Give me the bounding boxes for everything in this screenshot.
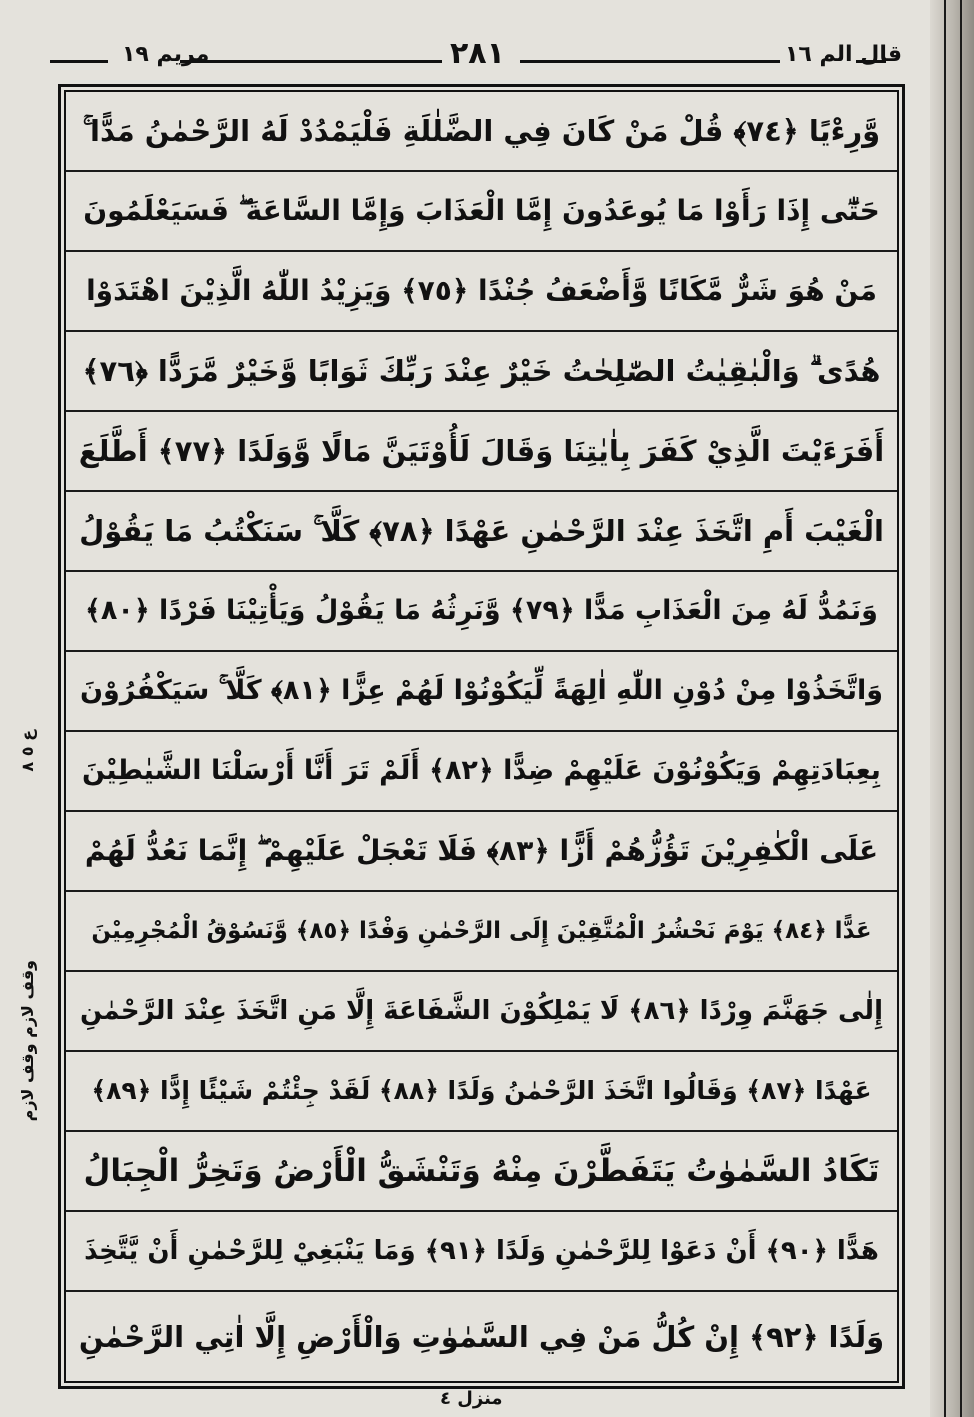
- verse-text: تَكَادُ السَّمٰوٰتُ يَتَفَطَّرْنَ مِنْهُ وَتَنْشَقُّ الْأَرْضُ وَتَخِرُّ الْجِبَالُ: [83, 1153, 880, 1189]
- verse-line: [66, 1132, 897, 1212]
- verse-line: [66, 92, 897, 172]
- verse-line: [66, 892, 897, 972]
- verse-line: [66, 172, 897, 252]
- verse-line: [66, 572, 897, 652]
- verse-text: مَنْ هُوَ شَرٌّ مَّكَانًا وَّأَضْعَفُ جُنْدًا ﴿٧٥﴾ وَيَزِيْدُ اللّٰهُ الَّذِيْنَ اهْتَدَوْا: [86, 274, 877, 307]
- verse-text: إِلٰى جَهَنَّمَ وِرْدًا ﴿٨٦﴾ لَا يَمْلِكُوْنَ الشَّفَاعَةَ إِلَّا مَنِ اتَّخَذَ عِنْدَ الرَّحْمٰنِ: [80, 996, 883, 1026]
- verse-lines: [66, 92, 897, 1381]
- verse-text: وَلَدًا ﴿٩٢﴾ إِنْ كُلُّ مَنْ فِي السَّمٰوٰتِ وَالْأَرْضِ إِلَّا اٰتِي الرَّحْمٰنِ: [78, 1319, 885, 1354]
- juz-name: قال الم ١٦: [785, 42, 902, 67]
- verse-text: بِعِبَادَتِهِمْ وَيَكُوْنُوْنَ عَلَيْهِمْ ضِدًّا ﴿٨٢﴾ أَلَمْ تَرَ أَنَّا أَرْسَلْنَا الشَّيٰطِيْنَ: [82, 755, 881, 786]
- verse-text: وَنَمُدُّ لَهُ مِنَ الْعَذَابِ مَدًّا ﴿٧٩﴾ وَّنَرِثُهُ مَا يَقُوْلُ وَيَأْتِيْنَا فَرْدًا ﴿٨٠﴾: [85, 595, 878, 626]
- verse-line: [66, 1292, 897, 1381]
- page-header: [50, 36, 910, 80]
- verse-line: [66, 1052, 897, 1132]
- verse-line: [66, 972, 897, 1052]
- verse-line: [66, 492, 897, 572]
- waqf-marker: وقف لازم وقف لازم: [18, 960, 37, 1122]
- verse-line: [66, 332, 897, 412]
- verse-line: [66, 732, 897, 812]
- verse-text: هُدًى ۗ وَالْبٰقِيٰتُ الصّٰلِحٰتُ خَيْرٌ عِنْدَ رَبِّكَ ثَوَابًا وَّخَيْرٌ مَّرَدًّا ﴿٧٦﴾: [82, 354, 881, 388]
- verse-line: [66, 252, 897, 332]
- verse-text: هَدًّا ﴿٩٠﴾ أَنْ دَعَوْا لِلرَّحْمٰنِ وَلَدًا ﴿٩١﴾ وَمَا يَنْبَغِيْ لِلرَّحْمٰنِ أَنْ يَّتَّخِذَ: [84, 1236, 879, 1266]
- verse-line: [66, 1212, 897, 1292]
- verse-line: [66, 412, 897, 492]
- ruku-marker: ع ٥ ٨: [18, 730, 37, 772]
- surah-name: مريم ١٩: [122, 42, 210, 67]
- book-gutter: [930, 0, 974, 1417]
- verse-text: الْغَيْبَ أَمِ اتَّخَذَ عِنْدَ الرَّحْمٰنِ عَهْدًا ﴿٧٨﴾ كَلَّا ۚ سَنَكْتُبُ مَا يَقُوْلُ: [79, 514, 884, 548]
- verse-line: [66, 652, 897, 732]
- verse-text: عَهْدًا ﴿٨٧﴾ وَقَالُوا اتَّخَذَ الرَّحْمٰنُ وَلَدًا ﴿٨٨﴾ لَقَدْ جِئْتُمْ شَيْئًا إِدًّا ﴿٨٩﴾: [91, 1076, 872, 1105]
- verse-text: وَّرِءْيًا ﴿٧٤﴾ قُلْ مَنْ كَانَ فِي الضَّلٰلَةِ فَلْيَمْدُدْ لَهُ الرَّحْمٰنُ مَدًّا ۚ: [82, 114, 881, 148]
- verse-text: وَاتَّخَذُوْا مِنْ دُوْنِ اللّٰهِ اٰلِهَةً لِّيَكُوْنُوْا لَهُمْ عِزًّا ﴿٨١﴾ كَلَّا ۚ سَيَكْفُرُوْنَ: [79, 675, 884, 706]
- verse-line: [66, 812, 897, 892]
- verse-text: عَدًّا ﴿٨٤﴾ يَوْمَ نَحْشُرُ الْمُتَّقِيْنَ إِلَى الرَّحْمٰنِ وَفْدًا ﴿٨٥﴾ وَّنَسُوْقُ الْمُجْرِمِيْنَ: [91, 918, 872, 944]
- page-number: ٢٨١: [450, 36, 505, 71]
- manzil-footer: منزل ٤: [440, 1388, 503, 1409]
- verse-text: عَلَى الْكٰفِرِيْنَ تَؤُزُّهُمْ أَزًّا ﴿٨٣﴾ فَلَا تَعْجَلْ عَلَيْهِمْ ۖ إِنَّمَا نَعُدُّ لَهُمْ: [84, 834, 879, 867]
- verse-text: أَفَرَءَيْتَ الَّذِيْ كَفَرَ بِاٰيٰتِنَا وَقَالَ لَأُوْتَيَنَّ مَالًا وَّوَلَدًا ﴿٧٧﴾ أَطَّلَعَ: [78, 434, 885, 468]
- verse-text: حَتّٰٓى إِذَا رَأَوْا مَا يُوعَدُونَ إِمَّا الْعَذَابَ وَإِمَّا السَّاعَةَ ۖ فَسَيَعْلَمُونَ: [83, 194, 880, 227]
